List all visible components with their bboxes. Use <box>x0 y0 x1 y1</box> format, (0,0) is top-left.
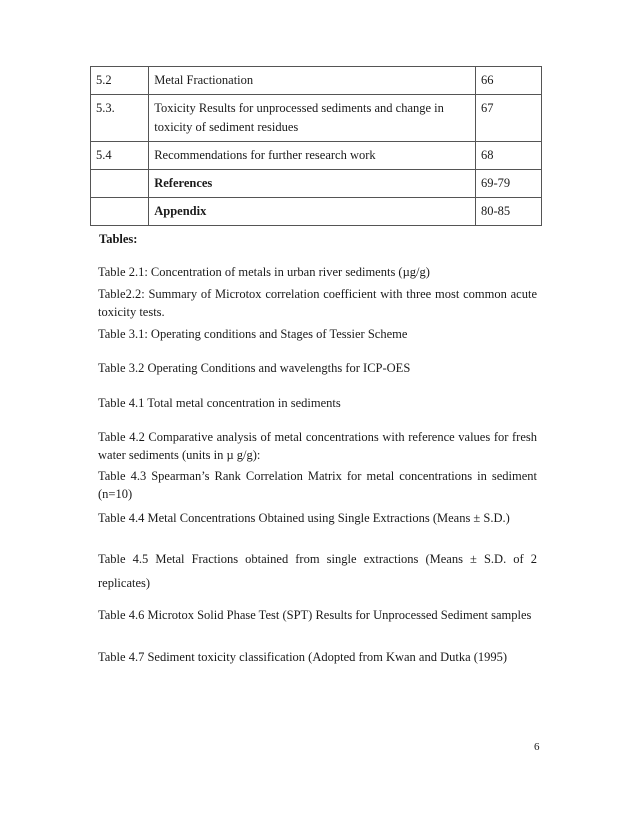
toc-section-number <box>91 198 149 226</box>
toc-page-number: 66 <box>476 67 542 95</box>
toc-page-number: 69-79 <box>476 170 542 198</box>
toc-section-number: 5.4 <box>91 142 149 170</box>
table-list-entry: Table 4.7 Sediment toxicity classification (Adopted from Kwan and Dutka (1995) <box>98 650 508 664</box>
toc-section-title: Appendix <box>149 198 476 226</box>
toc-row <box>91 142 542 170</box>
toc-section-title: Recommendations for further research work <box>149 142 476 170</box>
toc-page-number: 67 <box>476 95 542 142</box>
page-number: 6 <box>534 741 540 753</box>
table-list-entry: Table 3.2 Operating Conditions and wavelengths for ICP-OES <box>98 361 411 375</box>
toc-row <box>91 170 542 198</box>
table-list-entry: Table 3.1: Operating conditions and Stages of Tessier Scheme <box>98 327 408 341</box>
toc-section-number: 5.2 <box>91 67 149 95</box>
toc-page-number: 80-85 <box>476 198 542 226</box>
toc-row <box>91 95 542 142</box>
toc-section-title: Toxicity Results for unprocessed sediments and change in toxicity of sediment residues <box>149 95 476 142</box>
table-list-entry: Table 4.4 Metal Concentrations Obtained using Single Extractions (Means ± S.D.) <box>98 511 510 525</box>
toc-table <box>90 66 542 226</box>
toc-section-number: 5.3. <box>91 95 149 142</box>
toc-page-number: 68 <box>476 142 542 170</box>
toc-row <box>91 67 542 95</box>
table-list-entry: Table2.2: Summary of Microtox correlation coefficient with three most common acute toxicity tests. <box>98 287 537 319</box>
table-list-entry: Table 4.3 Spearman’s Rank Correlation Matrix for metal concentrations in sediment (n=10) <box>98 469 537 501</box>
table-list-entry: Table 4.6 Microtox Solid Phase Test (SPT) Results for Unprocessed Sediment samples <box>98 608 532 622</box>
table-list-entry: Table 2.1: Concentration of metals in urban river sediments (µg/g) <box>98 265 430 279</box>
table-list-entry: Table 4.1 Total metal concentration in sediments <box>98 396 341 410</box>
table-list-entry: Table 4.5 Metal Fractions obtained from single extractions (Means ± S.D. of 2 replicates) <box>98 552 537 590</box>
toc-row <box>91 198 542 226</box>
table-list-entry: Table 4.2 Comparative analysis of metal concentrations with reference values for fresh water sediments (units in µ g/g): <box>98 430 537 462</box>
toc-section-title: References <box>149 170 476 198</box>
tables-heading: Tables: <box>99 232 138 246</box>
toc-section-number <box>91 170 149 198</box>
toc-section-title: Metal Fractionation <box>149 67 476 95</box>
